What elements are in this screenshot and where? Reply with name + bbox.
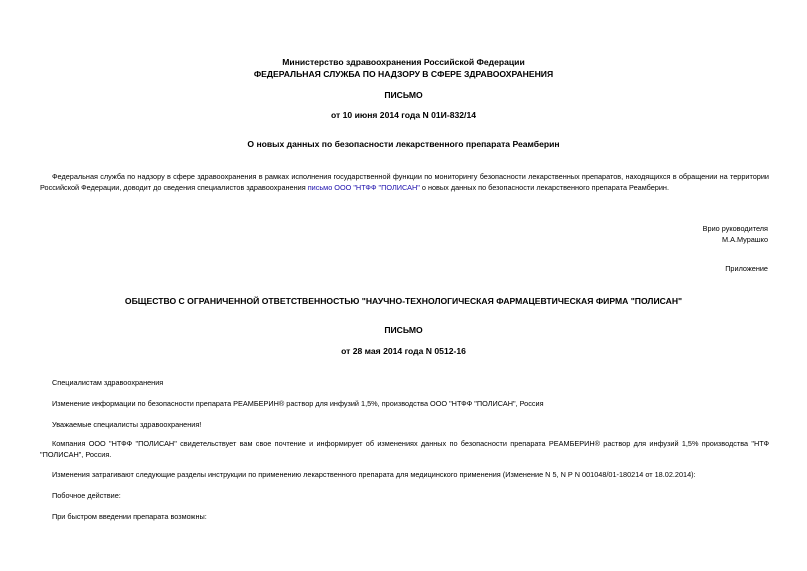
side-effects-heading: Побочное действие: (52, 491, 121, 500)
doc-subject: О новых данных по безопасности лекарственного препарата Реамберин (247, 139, 560, 149)
appendix-label: Приложение (725, 264, 768, 273)
attachment-greeting: Уважаемые специалисты здравоохранения! (52, 420, 202, 429)
attachment-addressee: Специалистам здравоохранения (52, 378, 164, 387)
attachment-changes: Изменения затрагивают следующие разделы инструкции по применению лекарственного препарата для медицинского применения (Изменение N 5, N Р N 001048/01-180214 от 18.02.2014): (52, 470, 696, 479)
attachment-doc-type: ПИСЬМО (384, 325, 423, 335)
attachment-doc-date: от 28 мая 2014 года N 0512-16 (341, 346, 466, 356)
signature-name: М.А.Мурашко (721, 235, 768, 244)
attachment-org: ОБЩЕСТВО С ОГРАНИЧЕННОЙ ОТВЕТСТВЕННОСТЬЮ "НАУЧНО-ТЕХНОЛОГИЧЕСКАЯ ФАРМАЦЕВТИЧЕСКАЯ ФИРМА "ПОЛИСАН" (124, 296, 683, 306)
intro-text-start: Федеральная служба по надзору в сфере здравоохранения в рамках исполнения государственной функции по мониторингу безопасности лекарственных препаратов, находящихся в обращении на территории Российской Федерации, доводит до сведения специалистов здравоохранения (40, 172, 769, 192)
intro-paragraph (40, 171, 769, 193)
ministry-name: Министерство здравоохранения Российской Федерации (282, 57, 525, 67)
signature-title: Врио руководителя (702, 224, 768, 233)
service-name: ФЕДЕРАЛЬНАЯ СЛУЖБА ПО НАДЗОРУ В СФЕРЕ ЗДРАВООХРАНЕНИЯ (253, 69, 554, 79)
doc-type: ПИСЬМО (384, 90, 423, 100)
intro-text-end: о новых данных по безопасности лекарственного препарата Реамберин. (419, 183, 669, 192)
polisan-letter-link[interactable]: письмо ООО "НТФФ "ПОЛИСАН" (307, 183, 420, 192)
fast-admin-heading: При быстром введении препарата возможны: (52, 512, 207, 521)
attachment-topic: Изменение информации по безопасности препарата РЕАМБЕРИН® раствор для инфузий 1,5%, производства ООО "НТФФ "ПОЛИСАН", Россия (52, 399, 544, 408)
attachment-paragraph: Компания ООО "НТФФ "ПОЛИСАН" свидетельствует вам свое почтение и информирует об изменениях данных по безопасности препарата РЕАМБЕРИН® раствор для инфузий 1,5% производства "НТФ "ПОЛИСАН", Россия. (40, 439, 769, 459)
doc-date: от 10 июня 2014 года N 01И-832/14 (331, 110, 476, 120)
